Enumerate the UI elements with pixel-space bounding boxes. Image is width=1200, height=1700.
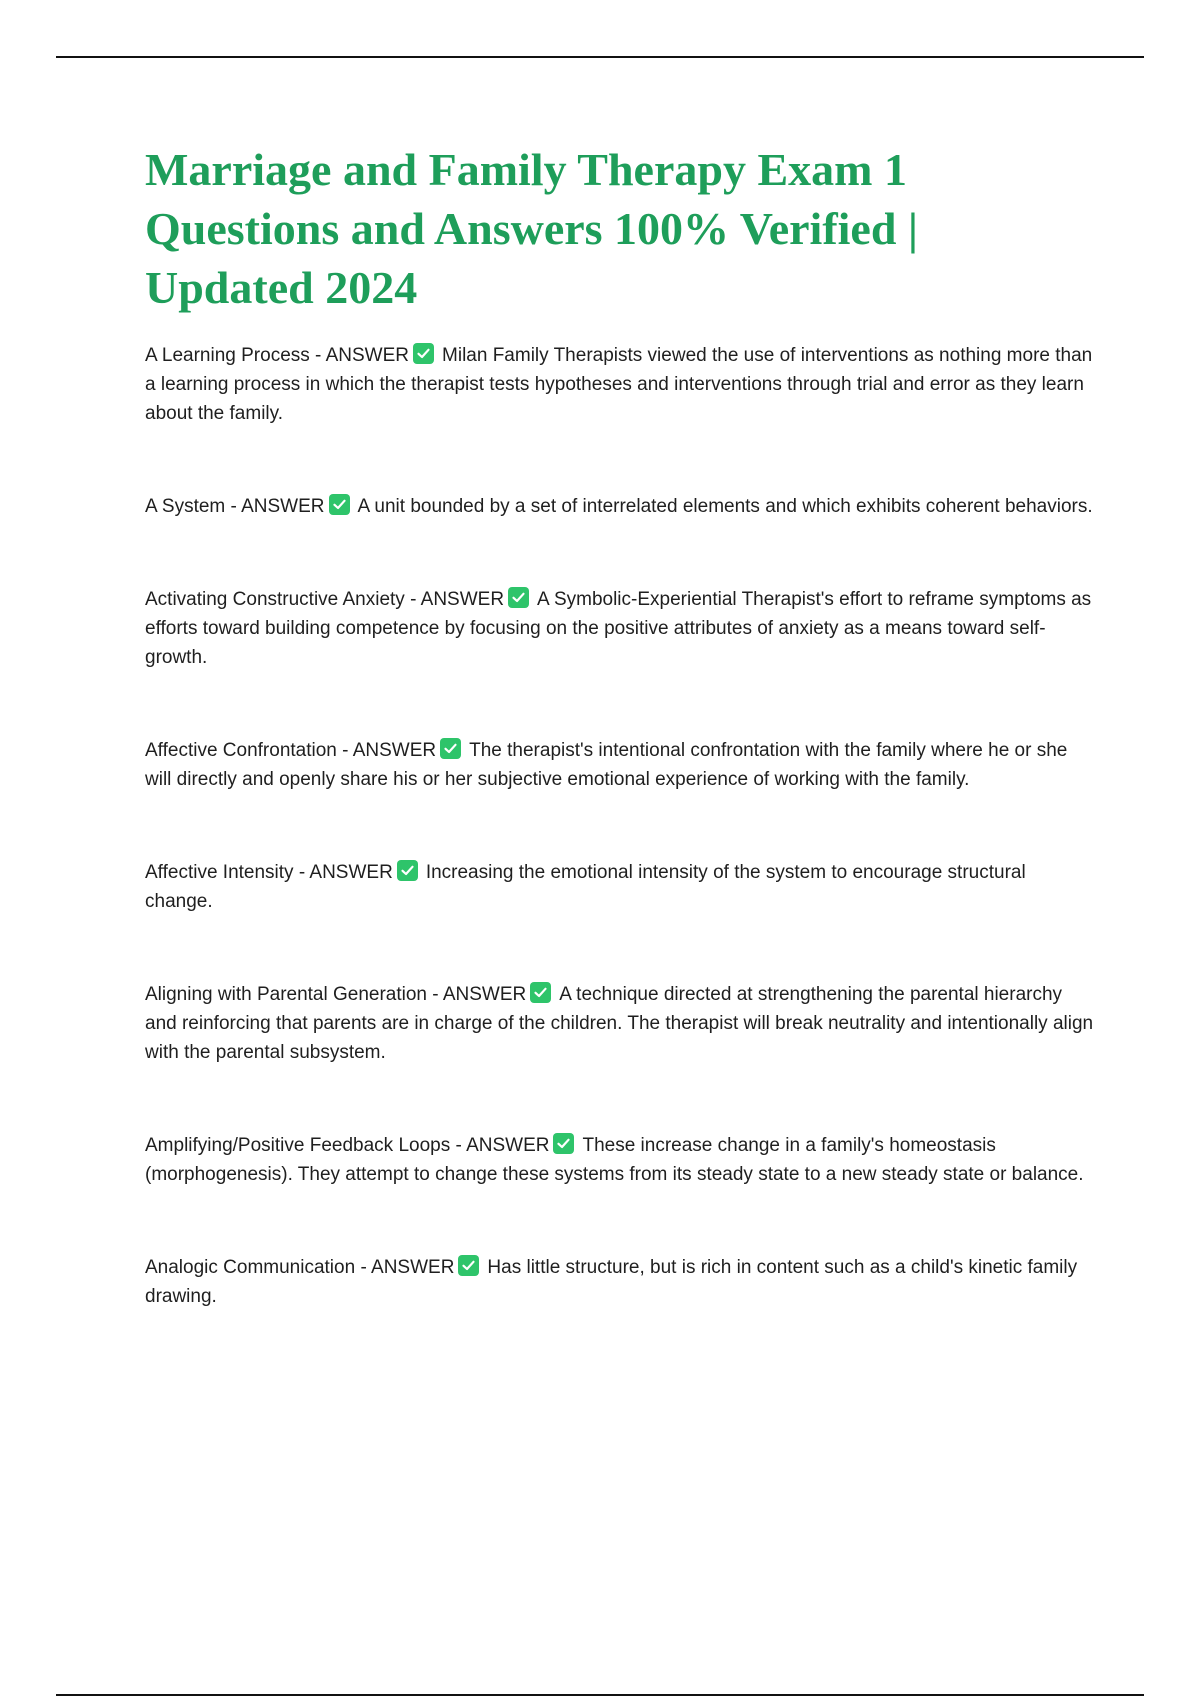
entry-separator: - (450, 1135, 467, 1156)
entry-term: A Learning Process (145, 345, 310, 366)
answer-label: ANSWER (241, 496, 325, 517)
qa-entry (145, 341, 1095, 428)
check-mark-icon (329, 494, 350, 515)
answer-label: ANSWER (442, 984, 527, 1005)
entry-term: A System (145, 496, 226, 517)
qa-entry (145, 492, 1095, 521)
entry-term: Activating Constructive Anxiety (145, 589, 405, 610)
entry-definition: Increasing the emotional intensity of the system to encourage structural change. (145, 862, 1026, 912)
check-mark-icon (397, 860, 418, 881)
entry-term: Amplifying/Positive Feedback Loops (145, 1135, 451, 1156)
entry-separator: - (355, 1257, 372, 1278)
entry-definition: Milan Family Therapists viewed the use of interventions as nothing more than a learning process in which the therapist tests hypotheses and interventions through trial and error as they learn about the family. (145, 345, 1093, 424)
check-mark-icon (508, 587, 529, 608)
entry-definition: These increase change in a family's homeostasis (morphogenesis). They attempt to change these systems from its steady state to a new steady state or balance. (145, 1135, 1084, 1185)
entry-definition: The therapist's intentional confrontation with the family where he or she will directly and openly share his or her subjective emotional experience of working with the family. (145, 740, 1068, 790)
check-mark-icon (530, 982, 551, 1003)
answer-label: ANSWER (309, 862, 393, 883)
bottom-rule (56, 1694, 1144, 1696)
entry-definition: A Symbolic-Experiential Therapist's effort to reframe symptoms as efforts toward building competence by focusing on the positive attributes of anxiety as a means toward self-growth. (145, 589, 1092, 668)
answer-label: ANSWER (371, 1257, 455, 1278)
check-mark-icon (458, 1255, 479, 1276)
qa-entry (145, 736, 1095, 794)
entry-separator: - (427, 984, 443, 1005)
entry-separator: - (293, 862, 310, 883)
entry-term: Aligning with Parental Generation (145, 984, 428, 1005)
entry-separator: - (336, 740, 353, 761)
entry-separator: - (404, 589, 421, 610)
document-title: Marriage and Family Therapy Exam 1 Questions and Answers 100% Verified | Updated 2024 (145, 144, 919, 313)
qa-list (145, 341, 1095, 1311)
check-mark-icon (413, 343, 434, 364)
qa-entry (145, 1131, 1095, 1189)
answer-label: ANSWER (466, 1135, 550, 1156)
answer-label: ANSWER (325, 345, 410, 366)
qa-entry (145, 980, 1095, 1067)
answer-label: ANSWER (420, 589, 505, 610)
entry-term: Analogic Communication (145, 1257, 356, 1278)
entry-separator: - (225, 496, 242, 517)
page-content (145, 140, 1095, 1375)
entry-definition: A technique directed at strengthening the parental hierarchy and reinforcing that parents are in charge of the children. The therapist will break neutrality and intentionally align with the parental subsystem. (145, 984, 1094, 1063)
qa-entry (145, 858, 1095, 916)
qa-entry (145, 585, 1095, 672)
entry-definition: A unit bounded by a set of interrelated elements and which exhibits coherent behaviors. (357, 496, 1093, 517)
entry-separator: - (309, 345, 326, 366)
check-mark-icon (440, 738, 461, 759)
entry-definition: Has little structure, but is rich in content such as a child's kinetic family drawing. (145, 1257, 1078, 1307)
qa-entry (145, 1253, 1095, 1311)
entry-term: Affective Intensity (145, 862, 294, 883)
top-rule (56, 56, 1144, 58)
answer-label: ANSWER (352, 740, 437, 761)
check-mark-icon (553, 1133, 574, 1154)
entry-term: Affective Confrontation (145, 740, 337, 761)
